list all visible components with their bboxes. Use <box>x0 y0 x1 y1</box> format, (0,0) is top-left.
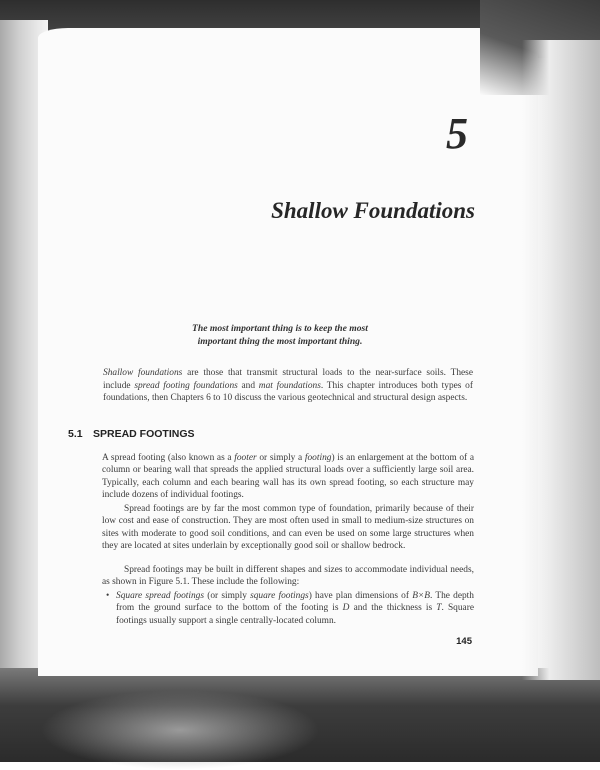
para1-text-2: or simply a <box>256 453 305 463</box>
intro-term-spread-footing: spread footing foundations <box>134 380 238 391</box>
bullet-var-t: T <box>436 603 442 614</box>
paragraph-common-type: Spread footings are by far the most common type of foundation, primarily because of their low cost and ease of construction. They are most often used in small to medium-size structures on sites with moderate to good soil conditions, and can even be used on some large structures when they are located at sites underlain by exceptionally good soil or shallow bedrock. <box>102 504 474 552</box>
bullet-dimension: B×B <box>412 591 430 601</box>
intro-paragraph <box>103 367 473 405</box>
paragraph-shapes-sizes: Spread footings may be built in different shapes and sizes to accommodate individual needs, as shown in Figure 5.1. These include the following: <box>102 565 474 588</box>
bullet-text-5: . Square footings usually support a single centrally-located column. <box>116 603 474 626</box>
page-number: 145 <box>456 636 472 647</box>
scan-shadow-right <box>522 40 600 680</box>
bullet-text-4: and the thickness is <box>349 603 437 614</box>
bullet-text-2: ) have plan dimensions of <box>308 591 413 601</box>
chapter-title: Shallow Foundations <box>271 198 475 223</box>
para1-term-footer: footer <box>234 453 257 463</box>
intro-text-2: and <box>237 380 259 391</box>
paragraph-spread-footing-definition <box>102 452 474 502</box>
chapter-number: 5 <box>446 109 468 158</box>
bullet-icon: • <box>106 591 110 601</box>
section-heading <box>68 428 368 440</box>
epigraph-line-1: The most important thing is to keep the most <box>192 323 368 334</box>
intro-text-3: . This chapter introduces both types of foundations, then Chapters 6 to 10 discuss the various geotechnical and structural design aspects. <box>103 380 473 404</box>
bullet-term-square-spread: Square spread footings <box>116 591 205 601</box>
bullet-text-1: (or simply <box>204 591 251 601</box>
epigraph-line-2: important thing the most important thing. <box>197 336 363 347</box>
para1-text-3: ) is an enlargement at the bottom of a column or bearing wall that spreads the applied structural loads over a sufficiently large soil area. Typically, each column and each bearing wall has its own spread footing, so each structure may include dozens of individual footings. <box>102 453 475 501</box>
intro-term-shallow-foundations: Shallow foundations <box>103 368 183 378</box>
para1-text-1: A spread footing (also known as a <box>102 453 235 463</box>
para1-term-footing: footing <box>304 453 332 463</box>
bullet-term-square-footings: square footings <box>250 591 309 601</box>
intro-text-1: are those that transmit structural loads to the near-surface soils. These include <box>103 368 473 391</box>
epigraph <box>150 322 410 348</box>
intro-term-mat-foundations: mat foundations <box>258 380 321 391</box>
bullet-var-d: D <box>342 603 350 614</box>
section-number: 5.1 <box>68 428 83 440</box>
bullet-text-3: . The depth from the ground surface to the bottom of the footing is <box>116 591 474 614</box>
section-title: SPREAD FOOTINGS <box>93 428 195 440</box>
scan-shadow-hand <box>40 690 320 770</box>
bullet-square-footings <box>106 590 474 627</box>
